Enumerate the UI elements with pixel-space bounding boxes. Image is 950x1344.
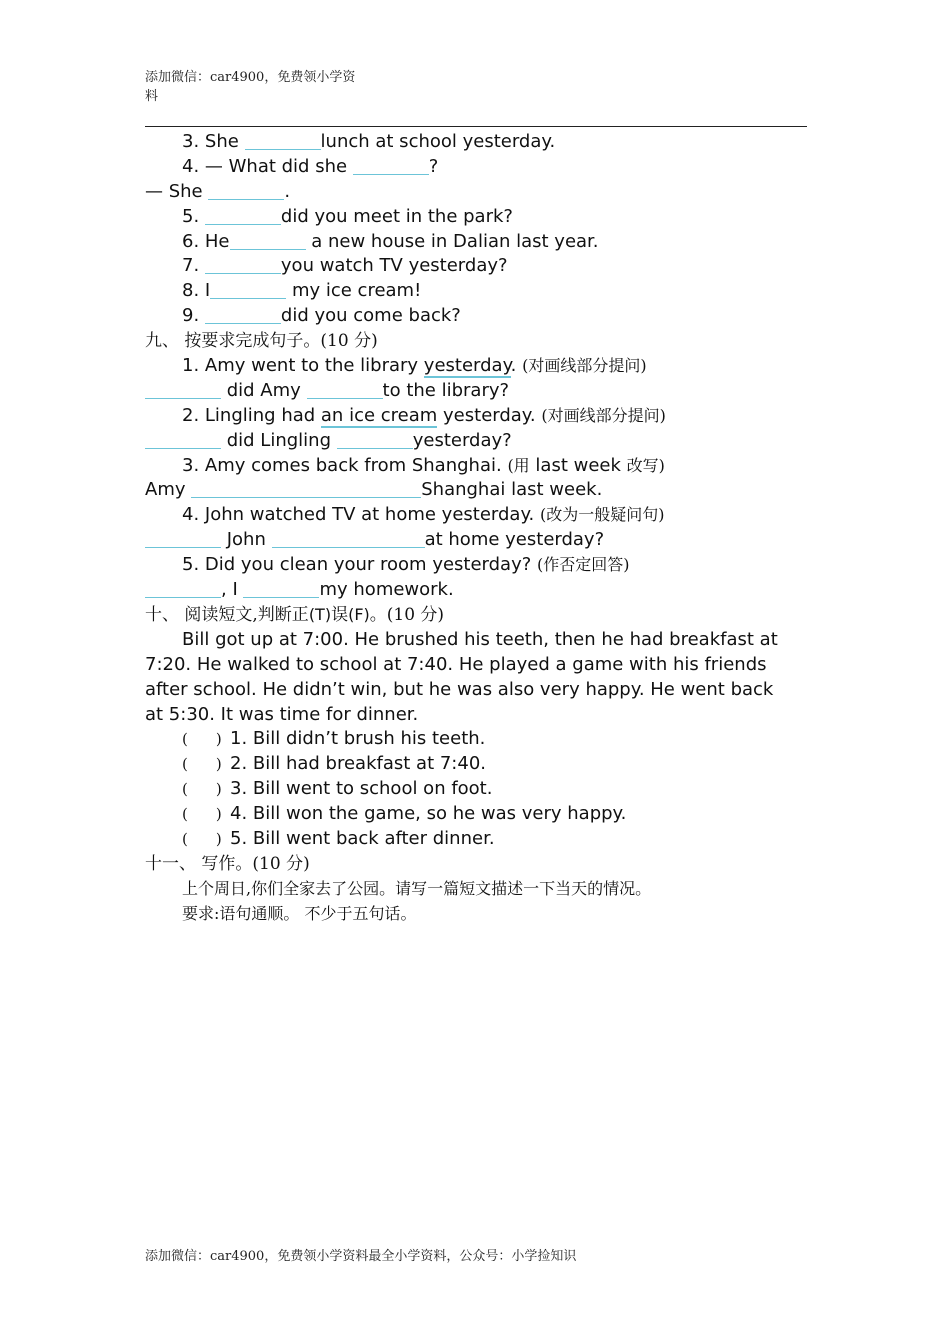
s9-answer-5: , I my homework.: [145, 578, 795, 603]
s9-question-3: 3. Amy comes back from Shanghai. (用 last week 改写): [182, 454, 665, 476]
answer-bracket[interactable]: ( ): [182, 805, 222, 824]
answer-bracket[interactable]: ( ): [182, 755, 222, 774]
answer-blank[interactable]: [205, 205, 281, 225]
answer-blank[interactable]: [272, 528, 425, 548]
worksheet-body: [145, 130, 795, 927]
answer-bracket[interactable]: ( ): [182, 780, 222, 799]
answer-blank[interactable]: [245, 130, 321, 150]
answer-blank[interactable]: [353, 155, 429, 175]
answer-bracket[interactable]: ( ): [182, 830, 222, 848]
reading-passage: Bill got up at 7:00. He brushed his teeth, then he had breakfast at 7:20. He walked to school at 7:40. He played a game with his friends after school. He didn’t win, but he was also very happy. He went back at 5:30. It was time for dinner.: [145, 628, 778, 725]
answer-bracket[interactable]: ( ): [182, 730, 222, 749]
underlined-phrase: an ice cream: [320, 404, 438, 426]
tf-item-5: ( ) 5. Bill went back after dinner.: [145, 827, 795, 852]
answer-blank[interactable]: [145, 379, 221, 399]
tf-item-3: ( ) 3. Bill went to school on foot.: [145, 777, 795, 802]
s9-answer-4: John at home yesterday?: [145, 528, 795, 553]
underlined-phrase: yesterday: [423, 355, 511, 377]
answer-blank[interactable]: [145, 528, 221, 548]
writing-prompt: 上个周日,你们全家去了公园。请写一篇短文描述一下当天的情况。: [182, 878, 652, 898]
section-9-title: 九、 按要求完成句子。(10 分): [145, 331, 378, 352]
answer-blank[interactable]: [191, 478, 421, 498]
answer-blank[interactable]: [307, 379, 383, 399]
s9-answer-1: did Amy to the library?: [145, 379, 795, 404]
s9-question-4: 4. John watched TV at home yesterday. (改为一般疑问句): [182, 504, 665, 526]
question-6: 6. He a new house in Dalian last year.: [182, 230, 599, 252]
page-header: [145, 68, 395, 106]
header-rule: [145, 126, 807, 127]
question-5: 5. did you meet in the park?: [182, 205, 513, 227]
answer-blank[interactable]: [205, 254, 281, 274]
question-7: 7. you watch TV yesterday?: [182, 255, 508, 277]
writing-requirement: 要求:语句通顺。 不少于五句话。: [182, 903, 417, 923]
question-9: 9. did you come back?: [182, 305, 461, 327]
header-line-1: 添加微信：car4900，免费领小学资: [145, 70, 356, 85]
answer-blank[interactable]: [337, 429, 413, 449]
answer-blank[interactable]: [210, 279, 286, 299]
s9-question-5: 5. Did you clean your room yesterday? (作否定回答): [182, 554, 630, 576]
section-10-title: 十、 阅读短文,判断正(T)误(F)。(10 分): [145, 604, 445, 625]
question-4-answer: — She .: [145, 180, 291, 202]
s9-answer-3: Amy Shanghai last week.: [145, 479, 603, 501]
tf-item-4: ( ) 4. Bill won the game, so he was very happy.: [145, 802, 795, 827]
s9-question-2: 2. Lingling had an ice cream yesterday. (对画线部分提问): [182, 404, 666, 426]
question-8: 8. I my ice cream!: [182, 280, 422, 302]
page-footer: 添加微信：car4900，免费领小学资料最全小学资料，公众号：小学捡知识: [145, 1249, 577, 1264]
s9-question-1: 1. Amy went to the library yesterday. (对画线部分提问): [182, 355, 647, 377]
question-4: 4. — What did she ?: [182, 155, 439, 177]
tf-item-2: ( ) 2. Bill had breakfast at 7:40.: [145, 752, 795, 777]
s9-answer-2: did Lingling yesterday?: [145, 429, 795, 454]
tf-item-1: ( ) 1. Bill didn’t brush his teeth.: [145, 727, 795, 752]
answer-blank[interactable]: [208, 180, 284, 200]
answer-blank[interactable]: [145, 429, 221, 449]
answer-blank[interactable]: [230, 230, 306, 250]
header-line-2: 料: [145, 89, 159, 104]
answer-blank[interactable]: [243, 578, 319, 598]
section-11-title: 十一、 写作。(10 分): [145, 853, 310, 874]
answer-blank[interactable]: [145, 578, 221, 598]
question-3: 3. She lunch at school yesterday.: [182, 131, 556, 152]
answer-blank[interactable]: [205, 304, 281, 324]
